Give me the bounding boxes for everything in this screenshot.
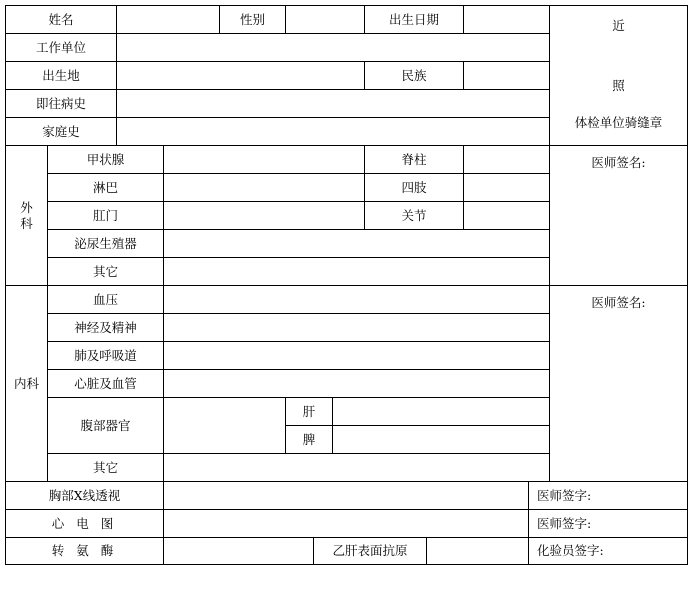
- gender-label: 性别: [219, 5, 285, 33]
- surgery-char-1: 外: [20, 199, 33, 215]
- thyroid-field[interactable]: [163, 145, 364, 173]
- lab-tech-sign[interactable]: 化验员签字:: [528, 537, 688, 565]
- name-label: 姓名: [5, 5, 116, 33]
- hbsag-label: 乙肝表面抗原: [313, 537, 426, 565]
- joints-field[interactable]: [463, 201, 549, 229]
- liver-field[interactable]: [332, 397, 549, 425]
- abdomen-label: 腹部器官: [47, 397, 163, 453]
- ecg-label: 心 电 图: [5, 509, 163, 537]
- birthplace-label: 出生地: [5, 61, 116, 89]
- surgery-char-2: 科: [20, 215, 33, 231]
- surgery-other-field[interactable]: [163, 257, 549, 285]
- lung-resp-label: 肺及呼吸道: [47, 341, 163, 369]
- lung-resp-field[interactable]: [163, 341, 549, 369]
- limbs-field[interactable]: [463, 173, 549, 201]
- work-unit-label: 工作单位: [5, 33, 116, 61]
- ecg-field[interactable]: [163, 509, 528, 537]
- spine-label: 脊柱: [364, 145, 463, 173]
- past-history-label: 即往病史: [5, 89, 116, 117]
- abdomen-field[interactable]: [163, 397, 285, 453]
- spleen-label: 脾: [285, 425, 332, 453]
- thyroid-label: 甲状腺: [47, 145, 163, 173]
- seal-label: 体检单位骑缝章: [574, 115, 663, 131]
- urogenital-label: 泌尿生殖器: [47, 229, 163, 257]
- liver-label: 肝: [285, 397, 332, 425]
- limbs-label: 四肢: [364, 173, 463, 201]
- birth-date-field[interactable]: [463, 5, 549, 33]
- chest-xray-label: 胸部X线透视: [5, 481, 163, 509]
- anus-field[interactable]: [163, 201, 364, 229]
- urogenital-field[interactable]: [163, 229, 549, 257]
- name-field[interactable]: [116, 5, 219, 33]
- transaminase-label: 转 氨 酶: [5, 537, 163, 565]
- photo-label-line2: 照: [612, 77, 625, 93]
- internal-other-label: 其它: [47, 453, 163, 481]
- surgery-other-label: 其它: [47, 257, 163, 285]
- surgery-section-label: [5, 145, 47, 285]
- surgery-doctor-sign[interactable]: 医师签名:: [549, 145, 688, 285]
- hbsag-field[interactable]: [426, 537, 528, 565]
- photo-area: [549, 5, 688, 145]
- family-history-label: 家庭史: [5, 117, 116, 145]
- photo-label-line1: 近: [612, 18, 625, 33]
- heart-vessel-field[interactable]: [163, 369, 549, 397]
- internal-section-label: 内科: [5, 285, 47, 481]
- work-unit-field[interactable]: [116, 33, 549, 61]
- spleen-field[interactable]: [332, 425, 549, 453]
- anus-label: 肛门: [47, 201, 163, 229]
- lymph-field[interactable]: [163, 173, 364, 201]
- family-history-field[interactable]: [116, 117, 549, 145]
- spine-field[interactable]: [463, 145, 549, 173]
- lymph-label: 淋巴: [47, 173, 163, 201]
- gender-field[interactable]: [285, 5, 364, 33]
- nerve-mental-field[interactable]: [163, 313, 549, 341]
- xray-doctor-sign[interactable]: 医师签字:: [528, 481, 688, 509]
- joints-label: 关节: [364, 201, 463, 229]
- blood-pressure-field[interactable]: [163, 285, 549, 313]
- heart-vessel-label: 心脏及血管: [47, 369, 163, 397]
- internal-doctor-sign[interactable]: 医师签名:: [549, 285, 688, 481]
- blood-pressure-label: 血压: [47, 285, 163, 313]
- ethnicity-field[interactable]: [463, 61, 549, 89]
- chest-xray-field[interactable]: [163, 481, 528, 509]
- nerve-mental-label: 神经及精神: [47, 313, 163, 341]
- ethnicity-label: 民族: [364, 61, 463, 89]
- ecg-doctor-sign[interactable]: 医师签字:: [528, 509, 688, 537]
- birth-date-label: 出生日期: [364, 5, 463, 33]
- transaminase-field[interactable]: [163, 537, 313, 565]
- birthplace-field[interactable]: [116, 61, 364, 89]
- internal-other-field[interactable]: [163, 453, 549, 481]
- past-history-field[interactable]: [116, 89, 549, 117]
